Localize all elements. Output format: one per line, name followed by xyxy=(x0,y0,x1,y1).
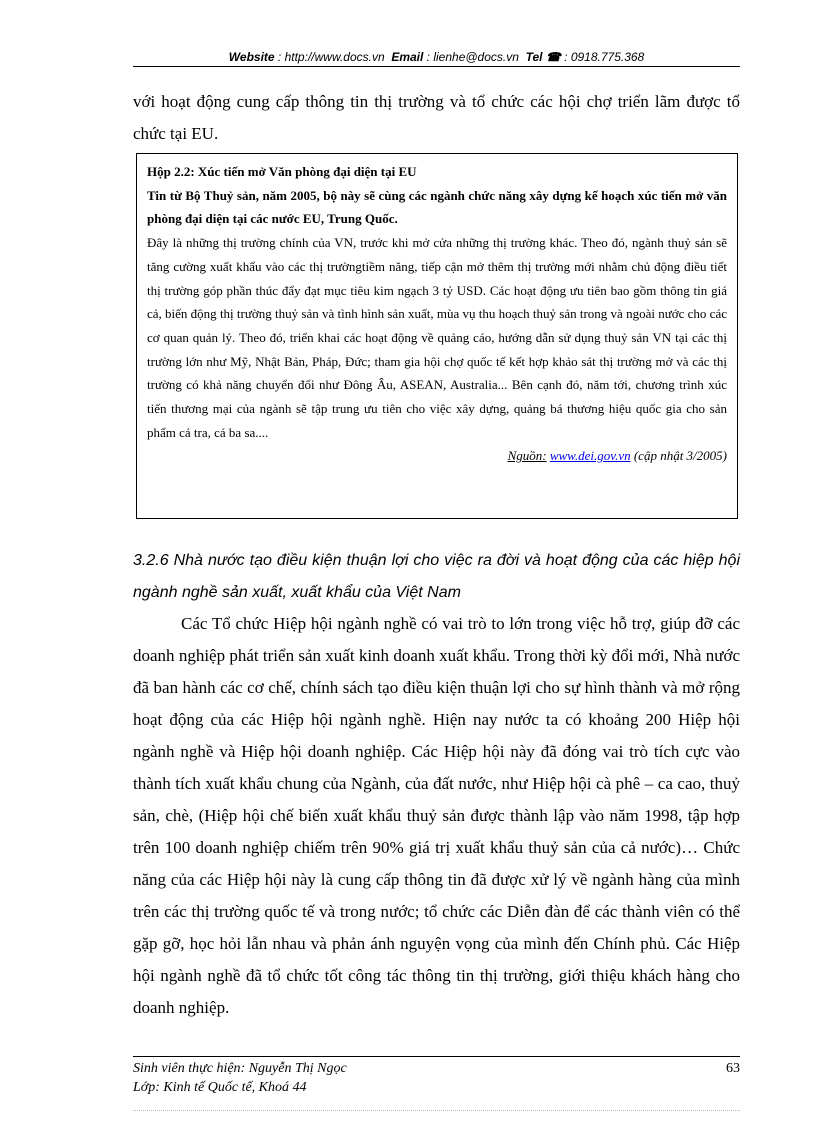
phone-icon: ☎ xyxy=(545,50,561,64)
info-box xyxy=(136,153,738,519)
email-label: Email xyxy=(391,50,424,64)
page-header: Website : http://www.docs.vn Email : lienhe@docs.vn Tel ☎ : 0918.775.368 xyxy=(133,48,740,67)
footer-class: Lớp: Kinh tế Quốc tế, Khoá 44 xyxy=(133,1080,307,1095)
email-link[interactable]: lienhe@docs.vn xyxy=(433,50,519,64)
intro-paragraph: với hoạt động cung cấp thông tin thị trường và tổ chức các hội chợ triển lãm được tổ chức tại EU. xyxy=(133,92,740,143)
box-title: Hộp 2.2: Xúc tiến mở Văn phòng đại diện tại EU xyxy=(147,164,417,179)
box-body: Đây là những thị trường chính của VN, trước khi mở cửa những thị trường khác. Theo đó, ngành thuỷ sản sẽ tăng cường xuất khẩu vào các thị trườngtiềm năng, tiếp cận mở thêm thị trường mới nhằm chủ động điều tiết thị trường góp phần thúc đẩy đạt mục tiêu kim ngạch 3 tỷ USD. Các hoạt động ưu tiên bao gồm thông tin giá cả, biến động thị trường thuỷ sản và tình hình sản xuất, mùa vụ thu hoạch thuỷ sản trong và ngoài nước cho các cơ quan quản lý. Theo đó, triển khai các hoạt động về quảng cáo, hướng dẫn sử dụng thuỷ sản VN tại các thị trường lớn như Mỹ, Nhật Bản, Pháp, Đức; tham gia hội chợ quốc tế kết hợp khảo sát thị trường mở và các thị trường có khả năng chuyển đổi như Đông Âu, ASEAN, Australia... Bên cạnh đó, năm tới, chương trình xúc tiến thương mại của ngành sẽ tập trung ưu tiên cho việc xây dựng, quảng bá thương hiệu quốc gia cho sản phẩm cá tra, cá ba sa.... xyxy=(147,235,727,440)
box-lead: Tin từ Bộ Thuỷ sản, năm 2005, bộ này sẽ cùng các ngành chức năng xây dựng kế hoạch xúc tiến mở văn phòng đại diện tại các nước EU, Trung Quốc. xyxy=(147,187,727,227)
bottom-rule xyxy=(133,1110,740,1111)
tel-value: 0918.775.368 xyxy=(570,50,645,64)
page-footer xyxy=(133,1056,740,1097)
box-source xyxy=(147,444,727,468)
website-link[interactable]: http://www.docs.vn xyxy=(284,50,385,64)
page-number: 63 xyxy=(726,1061,740,1076)
main-paragraph: Các Tổ chức Hiệp hội ngành nghề có vai trò to lớn trong việc hỗ trợ, giúp đỡ các doanh nghiệp phát triển sản xuất kinh doanh xuất khẩu. Trong thời kỳ đổi mới, Nhà nước đã ban hành các cơ chế, chính sách tạo điều kiện thuận lợi cho sự hình thành và mở rộng hoạt động của các Hiệp hội ngành nghề. Hiện nay nước ta có khoảng 200 Hiệp hội ngành nghề và Hiệp hội doanh nghiệp. Các Hiệp hội này đã đóng vai trò tích cực vào thành tích xuất khẩu chung của Ngành, của đất nước, như Hiệp hội cà phê – ca cao, thuỷ sản, chè, (Hiệp hội chế biến xuất khẩu thuỷ sản được thành lập vào năm 1998, tập hợp trên 100 doanh nghiệp chiếm trên 90% giá trị xuất khẩu thuỷ sản của cả nước)… Chức năng của các Hiệp hội này là cung cấp thông tin đã được xử lý về ngành hàng của mình trên các thị trường quốc tế và trong nước; tổ chức các Diễn đàn để các thành viên có thể gặp gỡ, học hỏi lẫn nhau và phản ánh nguyện vọng của mình đến Chính phủ. Các Hiệp hội ngành nghề đã tổ chức tốt công tác thông tin thị trường, giới thiệu khách hàng cho doanh nghiệp. xyxy=(133,614,740,1017)
source-link[interactable]: www.dei.gov.vn xyxy=(549,448,631,464)
tel-label: Tel xyxy=(525,50,543,64)
source-note: (cập nhật 3/2005) xyxy=(633,448,727,464)
website-label: Website xyxy=(228,50,275,64)
source-label: Nguồn: xyxy=(507,448,547,464)
section-heading: 3.2.6 Nhà nước tạo điều kiện thuận lợi cho việc ra đời và hoạt động của các hiệp hội ngành nghề sản xuất, xuất khẩu của Việt Nam xyxy=(133,552,740,601)
footer-student: Sinh viên thực hiện: Nguyễn Thị Ngọc xyxy=(133,1061,347,1076)
